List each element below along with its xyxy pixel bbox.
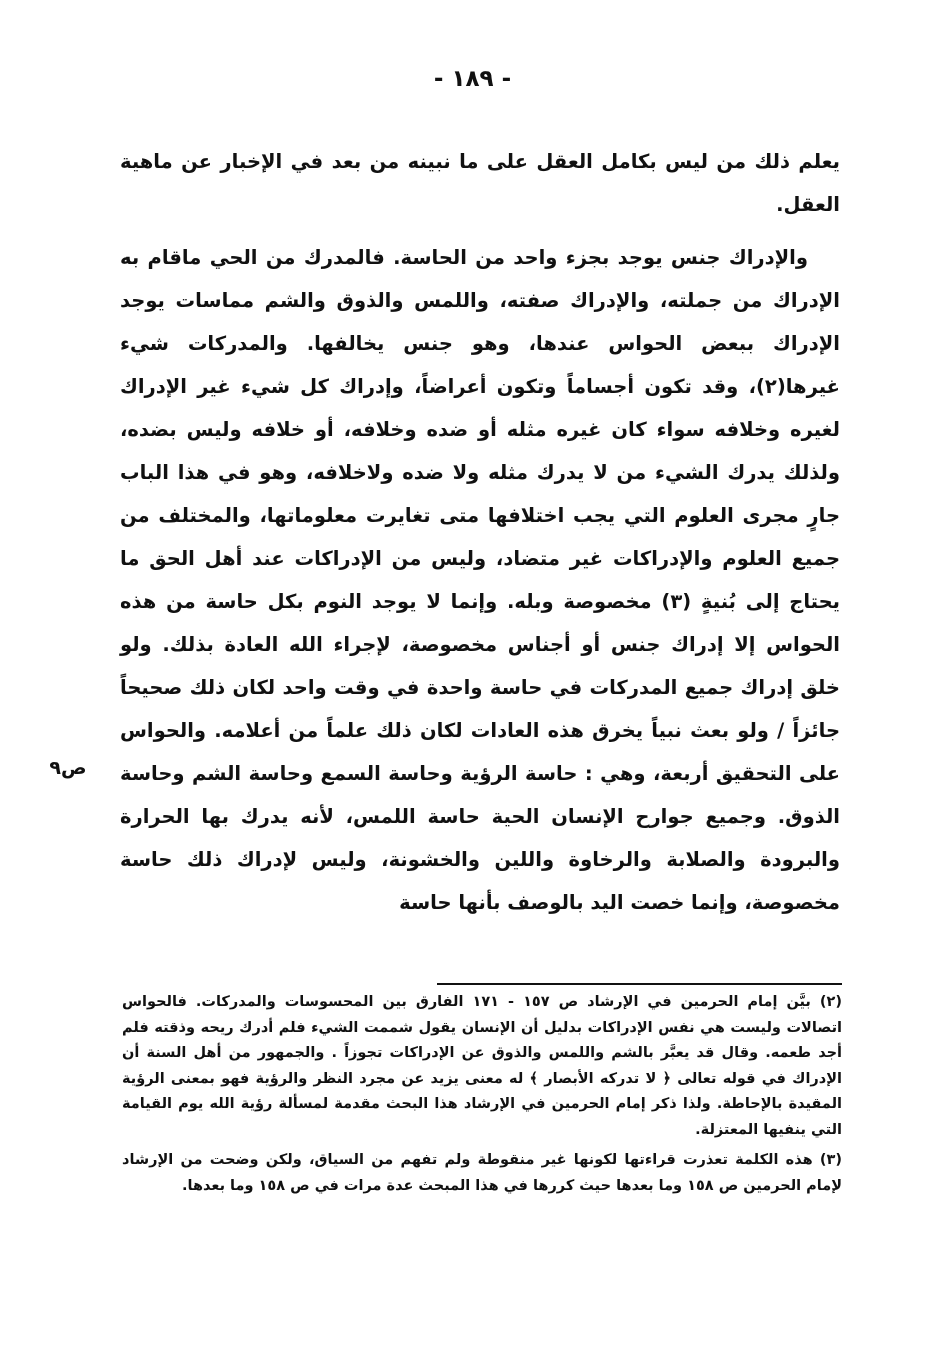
paragraph: يعلم ذلك من ليس بكامل العقل على ما نبينه من بعد في الإخبار عن ماهية العقل. bbox=[120, 150, 840, 216]
paragraph: والإدراك جنس يوجد بجزء واحد من الحاسة. فالمدرك من الحي ماقام به الإدراك من جملته، والإدراك صفته، واللمس والذوق والشم مماسات يوجد الإدراك ببعض الحواس عندها، وهو جنس يخالفها. والمدركات شيء غيرها(٢)، وقد تكون أجساماً وتكون أعراضاً، وإدراك كل شيء غير الإدراك لغيره وخلافه سواء كان غيره مثله أو ضده وخلافه، أو خلافه وليس بضده، ولذلك يدرك الشيء من لا يدرك مثله ولا ضده ولاخلافه، وهو في هذا الباب جارٍ مجرى العلوم التي يجب اختلافها متى تغايرت معلوماتها، والمختلف من جميع العلوم والإدراكات غير متضاد، وليس من الإدراكات عند أهل الحق ما يحتاج إلى بُنيةٍ (٣) مخصوصة وبله. وإنما لا يوجد النوم بكل حاسة من هذه الحواس إلا إدراك جنس أو أجناس مخصوصة، لإجراء الله العادة بذلك. ولو خلق إدراك جميع المدركات في حاسة واحدة في وقت واحد لكان ذلك صحيحاً جائزاً / ولو بعث نبياً يخرق هذه العادات لكان ذلك علماً من أعلامه. والحواس على التحقيق أربعة، وهي : حاسة الرؤية وحاسة السمع وحاسة الشم وحاسة الذوق. وجميع جوارح الإنسان الحية حاسة اللمس، لأنه يدرك بها الحرارة والبرودة والصلابة والرخاوة واللين والخشونة، وليس لإدراك ذلك حاسة مخصوصة، وإنما خصت اليد بالوصف بأنها حاسة bbox=[120, 246, 840, 914]
margin-page-reference: ص٩ bbox=[49, 757, 87, 779]
footnote: (٢) بيَّن إمام الحرمين في الإرشاد ص ١٥٧ - ١٧١ الفارق بين المحسوسات والمدركات. فالحواس اتصالات وليست هي نفس الإدراكات بدليل أن الإنسان يقول شممت الشيء فلم أدرك ريحه وذقته فلم أجد طعمه. وقال قد يعبَّر بالشم واللمس والذوق عن الإدراكات تجوزاً . والجمهور من أهل السنة أن الإدراك في قوله تعالى ﴿ لا تدركه الأبصار ﴾ له معنى يزيد عن مجرد النظر والرؤية فهو بمعنى الرؤية المقيدة بالإحاطة. ولذا ذكر إمام الحرمين في الإرشاد هذا البحث مقدمة لمسألة رؤية الله يوم القيامة التي ينفيها المعتزلة. bbox=[122, 994, 842, 1138]
page-number: - ١٨٩ - bbox=[433, 66, 512, 92]
footnote-divider bbox=[437, 983, 842, 985]
footnote: (٣) هذه الكلمة تعذرت قراءتها لكونها غير منقوطة ولم تفهم من السياق، ولكن وضحت من الإرشاد لإمام الحرمين ص ١٥٨ وما بعدها حيث كررها في هذا المبحث عدة مرات في ص ١٥٨ وما بعدها. bbox=[122, 1152, 842, 1194]
footnotes bbox=[122, 990, 842, 1204]
main-text bbox=[120, 140, 840, 924]
